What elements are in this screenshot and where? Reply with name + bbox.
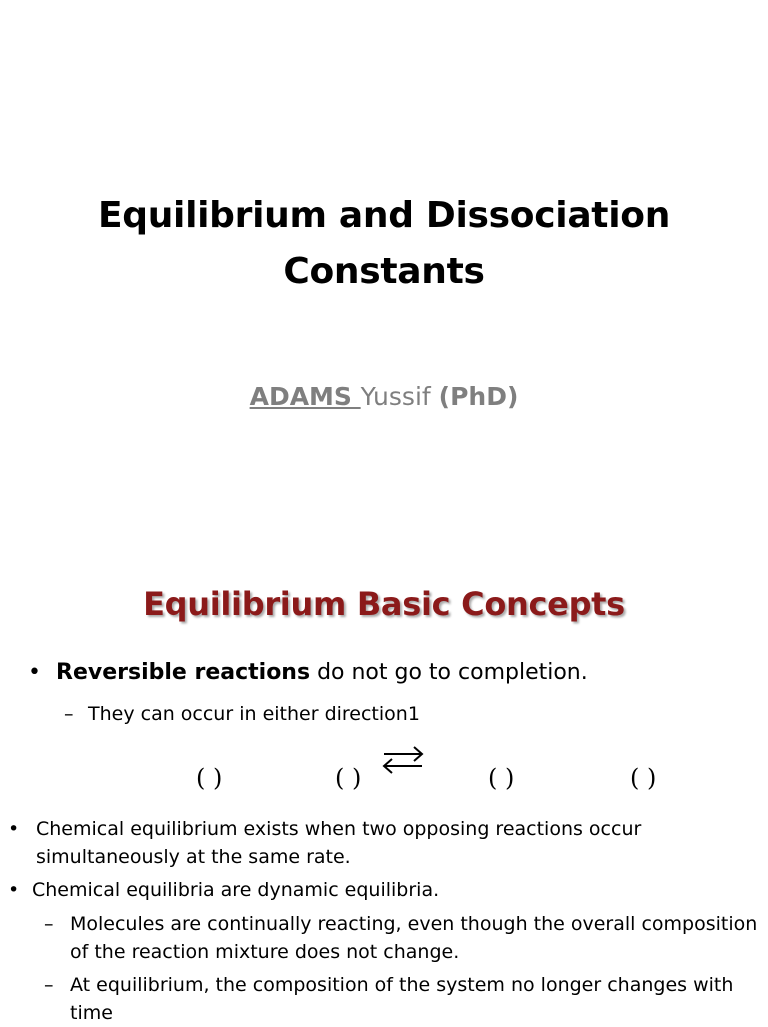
section-heading: Equilibrium Basic Concepts [143, 585, 625, 623]
author-last-name: ADAMS [249, 382, 361, 411]
author-first-name: Yussif [360, 382, 431, 411]
reaction-paren-2: ( ) [335, 764, 362, 792]
reaction-paren-3: ( ) [488, 764, 515, 792]
sub-bullet-text: Molecules are continually reacting, even though the overall composition of the reaction mixture does not change. [70, 913, 758, 963]
dash-symbol: – [64, 703, 74, 725]
sub-bullet-text: They can occur in either direction1 [88, 703, 420, 725]
dash-symbol: – [44, 974, 54, 996]
bullet-text: Chemical equilibria are dynamic equilibria. [32, 879, 440, 901]
bullet-symbol: • [8, 818, 20, 840]
slide-title [0, 188, 768, 300]
double-harpoon-arrows-icon [380, 742, 426, 776]
bullet-symbol: • [28, 660, 41, 685]
reaction-paren-1: ( ) [196, 764, 223, 792]
sub-bullet-text: At equilibrium, the composition of the system no longer changes with time [70, 974, 734, 1024]
bullet-rest-text: do not go to completion. [310, 660, 588, 685]
author-degree: (PhD) [438, 382, 519, 411]
sub-bullet-direction [64, 703, 420, 725]
author-line [0, 382, 768, 411]
bullet-symbol: • [8, 879, 20, 901]
bullet-reversible [28, 660, 588, 685]
dash-symbol: – [44, 913, 54, 935]
reaction-paren-4: ( ) [630, 764, 657, 792]
bullet-bold-text: Reversible reactions [56, 660, 311, 685]
slide-title-line2: Constants [283, 251, 485, 292]
slide-title-line1: Equilibrium and Dissociation [97, 195, 671, 236]
bullet-text: Chemical equilibrium exists when two opposing reactions occur simultaneously at the same rate. [36, 818, 642, 868]
